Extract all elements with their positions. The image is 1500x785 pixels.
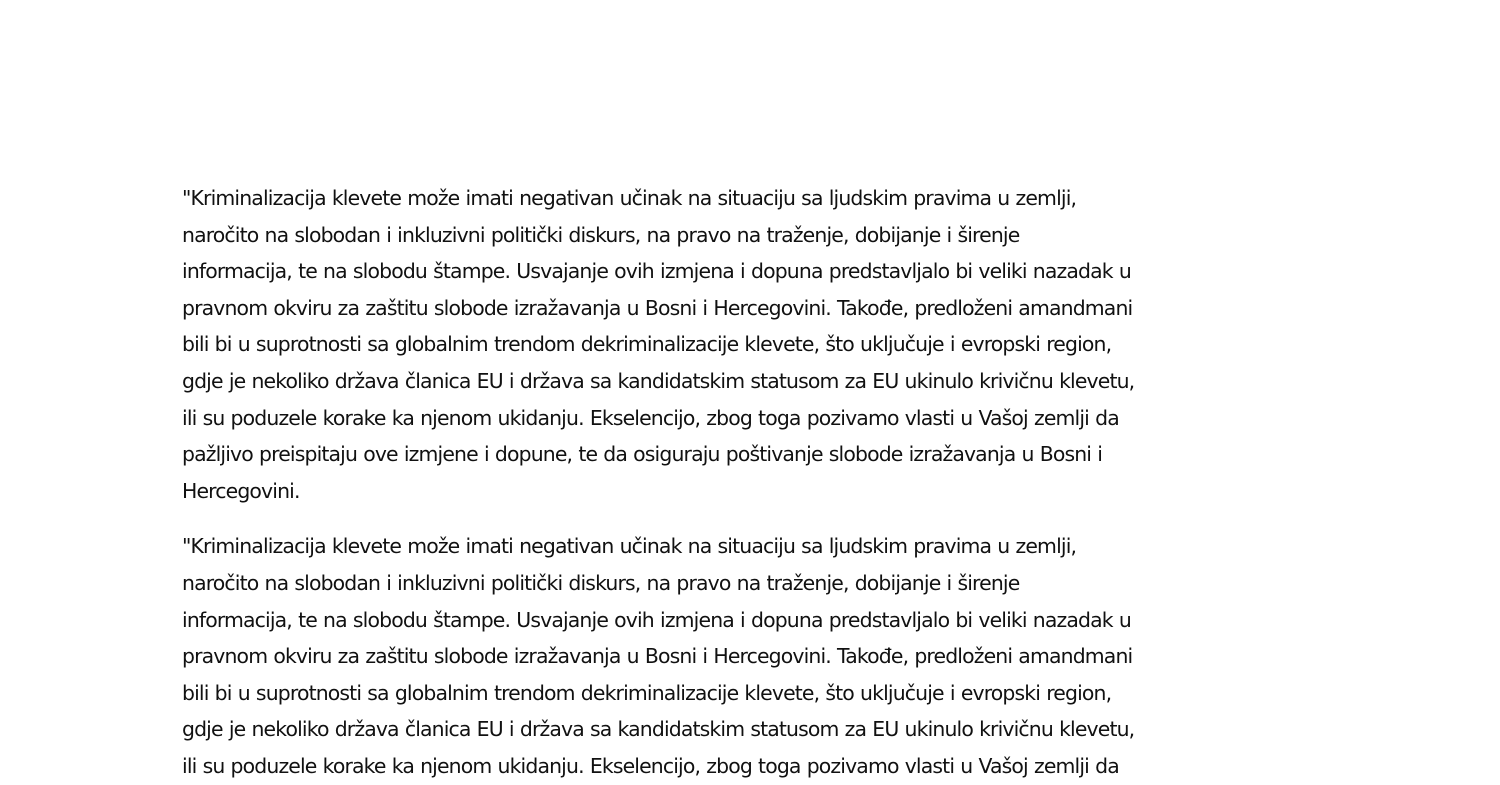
text-line: informacija, te na slobodu štampe. Usvajanje ovih izmjena i dopuna predstavljalo bi veliki nazadak u — [182, 607, 1131, 632]
text-line: ili su poduzele korake ka njenom ukidanju. Ekselencijo, zbog toga pozivamo vlasti u Vašoj zemlji da — [182, 753, 1119, 778]
text-line: informacija, te na slobodu štampe. Usvajanje ovih izmjena i dopuna predstavljalo bi veliki nazadak u — [182, 259, 1131, 284]
text-line: bili bi u suprotnosti sa globalnim trendom dekriminalizacije klevete, što uključuje i evropski region, — [182, 332, 1112, 357]
text-line: pravnom okviru za zaštitu slobode izražavanja u Bosni i Hercegovini. Takođe, predloženi amandmani — [182, 295, 1133, 320]
document-body — [182, 180, 1317, 785]
text-line: naročito na slobodan i inkluzivni politički diskurs, na pravo na traženje, dobijanje i širenje — [182, 222, 1020, 247]
paragraph-1 — [182, 180, 1317, 509]
text-line: Hercegovini. — [182, 478, 300, 503]
text-line: pažljivo preispitaju ove izmjene i dopune, te da osiguraju poštivanje slobode izražavanja u Bosni i — [182, 442, 1103, 467]
text-line: naročito na slobodan i inkluzivni politički diskurs, na pravo na traženje, dobijanje i širenje — [182, 570, 1020, 595]
text-line: "Kriminalizacija klevete može imati negativan učinak na situaciju sa ljudskim pravima u zemlji, — [182, 534, 1077, 559]
text-line: "Kriminalizacija klevete može imati negativan učinak na situaciju sa ljudskim pravima u zemlji, — [182, 186, 1077, 210]
text-line: gdje je nekoliko država članica EU i država sa kandidatskim statusom za EU ukinulo krivičnu klevetu, — [182, 368, 1135, 393]
paragraph-2 — [182, 528, 1317, 784]
text-line: pravnom okviru za zaštitu slobode izražavanja u Bosni i Hercegovini. Takođe, predloženi amandmani — [182, 644, 1133, 669]
text-line: gdje je nekoliko država članica EU i država sa kandidatskim statusom za EU ukinulo krivičnu klevetu, — [182, 717, 1135, 742]
text-line: bili bi u suprotnosti sa globalnim trendom dekriminalizacije klevete, što uključuje i evropski region, — [182, 680, 1112, 705]
text-line: ili su poduzele korake ka njenom ukidanju. Ekselencijo, zbog toga pozivamo vlasti u Vašoj zemlji da — [182, 405, 1119, 430]
